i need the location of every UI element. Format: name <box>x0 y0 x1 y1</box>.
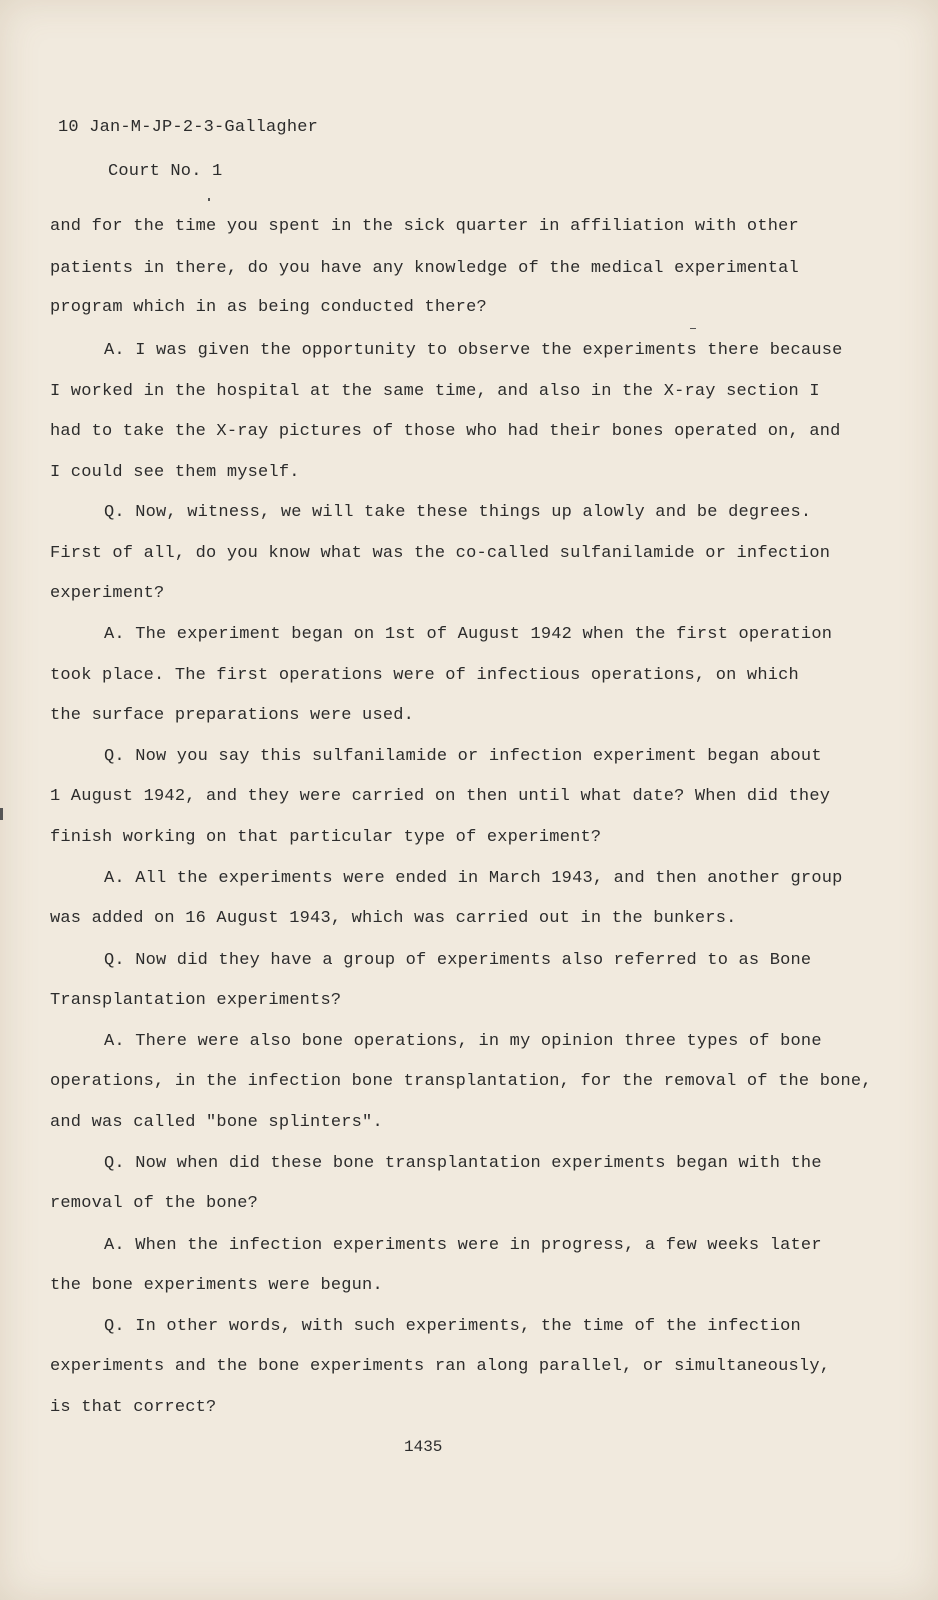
stray-dash <box>690 328 696 329</box>
body-line: program which in as being conducted there? <box>50 298 487 317</box>
body-line: operations, in the infection bone transplantation, for the removal of the bone, <box>50 1072 872 1091</box>
answer-line: A. All the experiments were ended in March 1943, and then another group <box>104 869 843 888</box>
body-line: took place. The first operations were of infectious operations, on which <box>50 666 799 685</box>
answer-line: A. When the infection experiments were in progress, a few weeks later <box>104 1236 822 1255</box>
court-number: Court No. 1 <box>108 162 223 181</box>
body-line: 1 August 1942, and they were carried on then until what date? When did they <box>50 787 831 806</box>
question-line: Q. Now when did these bone transplantation experiments began with the <box>104 1154 822 1173</box>
body-line: Transplantation experiments? <box>50 991 342 1010</box>
body-line: I could see them myself. <box>50 463 300 482</box>
answer-line: A. There were also bone operations, in my opinion three types of bone <box>104 1032 822 1051</box>
answer-line: A. The experiment began on 1st of August 1942 when the first operation <box>104 625 833 644</box>
body-line: is that correct? <box>50 1398 217 1417</box>
body-line: First of all, do you know what was the co-called sulfanilamide or infection <box>50 544 831 563</box>
body-line: experiment? <box>50 584 165 603</box>
question-line: Q. In other words, with such experiments, the time of the infection <box>104 1317 801 1336</box>
page-number: 1435 <box>404 1438 443 1456</box>
body-line: the surface preparations were used. <box>50 706 415 725</box>
body-line: removal of the bone? <box>50 1194 259 1213</box>
body-line: and was called "bone splinters". <box>50 1113 383 1132</box>
body-line: the bone experiments were begun. <box>50 1276 383 1295</box>
question-line: Q. Now you say this sulfanilamide or infection experiment began about <box>104 747 822 766</box>
body-line: patients in there, do you have any knowledge of the medical experimental <box>50 259 799 278</box>
body-line: finish working on that particular type of experiment? <box>50 828 602 847</box>
body-line: and for the time you spent in the sick quarter in affiliation with other <box>50 217 799 236</box>
body-line: experiments and the bone experiments ran along parallel, or simultaneously, <box>50 1357 831 1376</box>
body-line: I worked in the hospital at the same time, and also in the X-ray section I <box>50 382 820 401</box>
body-line: was added on 16 August 1943, which was carried out in the bunkers. <box>50 909 737 928</box>
body-line: had to take the X-ray pictures of those who had their bones operated on, and <box>50 422 841 441</box>
question-line: Q. Now, witness, we will take these things up alowly and be degrees. <box>104 503 812 522</box>
question-line: Q. Now did they have a group of experiments also referred to as Bone <box>104 951 812 970</box>
stray-dot <box>208 198 210 201</box>
answer-line: A. I was given the opportunity to observe the experiments there because <box>104 341 843 360</box>
margin-mark <box>0 808 3 820</box>
document-reference: 10 Jan-M-JP-2-3-Gallagher <box>58 118 319 137</box>
